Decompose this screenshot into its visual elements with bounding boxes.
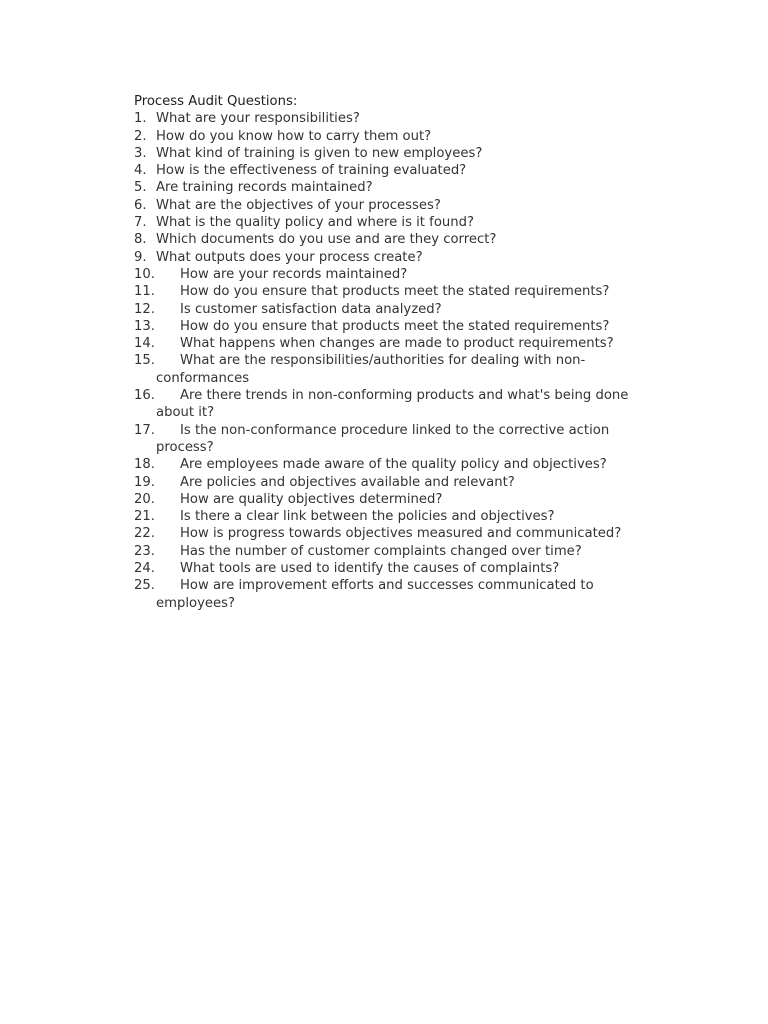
question-text: How are quality objectives determined? [180, 491, 443, 507]
question-item [134, 318, 664, 335]
question-item [134, 508, 664, 525]
question-number: 12. [134, 301, 155, 317]
question-text: How is the effectiveness of training evaluated? [156, 163, 467, 179]
question-item [134, 560, 664, 577]
question-item [134, 301, 664, 318]
question-number: 19. [134, 474, 155, 490]
question-text: Has the number of customer complaints changed over time? [180, 543, 582, 559]
question-number: 16. [134, 388, 155, 404]
question-text: What happens when changes are made to product requirements? [180, 336, 614, 352]
question-text: Are employees made aware of the quality policy and objectives? [180, 457, 607, 473]
question-text: What tools are used to identify the causes of complaints? [180, 561, 560, 577]
question-text: How are improvement efforts and successes communicated to employees? [156, 578, 594, 611]
question-text: Which documents do you use and are they correct? [156, 232, 497, 248]
question-number: 25. [134, 578, 155, 594]
question-number: 24. [134, 561, 155, 577]
question-text: What are the responsibilities/authorities for dealing with non-conformances [156, 353, 586, 386]
question-number: 23. [134, 543, 155, 559]
question-number: 22. [134, 526, 155, 542]
question-item [134, 283, 664, 300]
question-item [134, 543, 664, 560]
question-item [134, 231, 664, 248]
question-number: 18. [134, 457, 155, 473]
document-title: Process Audit Questions: [134, 94, 298, 109]
question-number: 4. [134, 163, 147, 179]
question-number: 6. [134, 197, 147, 213]
question-text: How do you ensure that products meet the stated requirements? [180, 284, 610, 300]
question-number: 15. [134, 353, 155, 369]
question-item [134, 335, 664, 352]
question-item [134, 214, 664, 231]
question-number: 9. [134, 249, 147, 265]
question-number: 13. [134, 318, 155, 334]
question-item [134, 525, 664, 542]
question-text: How do you know how to carry them out? [156, 128, 432, 144]
question-item [134, 577, 664, 612]
question-text: Is the non-conformance procedure linked to the corrective action process? [156, 422, 610, 455]
question-item [134, 128, 664, 145]
question-number: 21. [134, 509, 155, 525]
question-number: 8. [134, 232, 147, 248]
question-number: 20. [134, 491, 155, 507]
question-item [134, 387, 664, 422]
question-item [134, 352, 664, 387]
question-text: What are your responsibilities? [156, 111, 360, 127]
question-text: Are policies and objectives available and relevant? [180, 474, 515, 490]
document-content [134, 93, 664, 612]
question-item [134, 456, 664, 473]
question-text: What outputs does your process create? [156, 249, 423, 265]
question-item [134, 491, 664, 508]
question-item [134, 179, 664, 196]
question-item [134, 145, 664, 162]
question-text: Are training records maintained? [156, 180, 373, 196]
question-number: 14. [134, 336, 155, 352]
question-text: What is the quality policy and where is it found? [156, 215, 474, 231]
question-number: 1. [134, 111, 147, 127]
question-text: Is there a clear link between the policies and objectives? [180, 509, 555, 525]
question-item [134, 197, 664, 214]
question-number: 2. [134, 128, 147, 144]
question-text: How are your records maintained? [180, 266, 408, 282]
question-item [134, 249, 664, 266]
question-text: Are there trends in non-conforming products and what's being done about it? [156, 388, 629, 421]
question-item [134, 474, 664, 491]
question-number: 5. [134, 180, 147, 196]
question-number: 11. [134, 284, 155, 300]
question-number: 7. [134, 215, 147, 231]
question-number: 3. [134, 145, 147, 161]
question-item [134, 266, 664, 283]
question-number: 17. [134, 422, 155, 438]
question-number: 10. [134, 266, 155, 282]
question-item [134, 110, 664, 127]
question-item [134, 422, 664, 457]
question-text: What are the objectives of your processes? [156, 197, 441, 213]
question-list [134, 110, 664, 612]
question-text: Is customer satisfaction data analyzed? [180, 301, 442, 317]
question-text: How do you ensure that products meet the stated requirements? [180, 318, 610, 334]
question-text: What kind of training is given to new employees? [156, 145, 483, 161]
question-item [134, 162, 664, 179]
question-text: How is progress towards objectives measured and communicated? [180, 526, 622, 542]
